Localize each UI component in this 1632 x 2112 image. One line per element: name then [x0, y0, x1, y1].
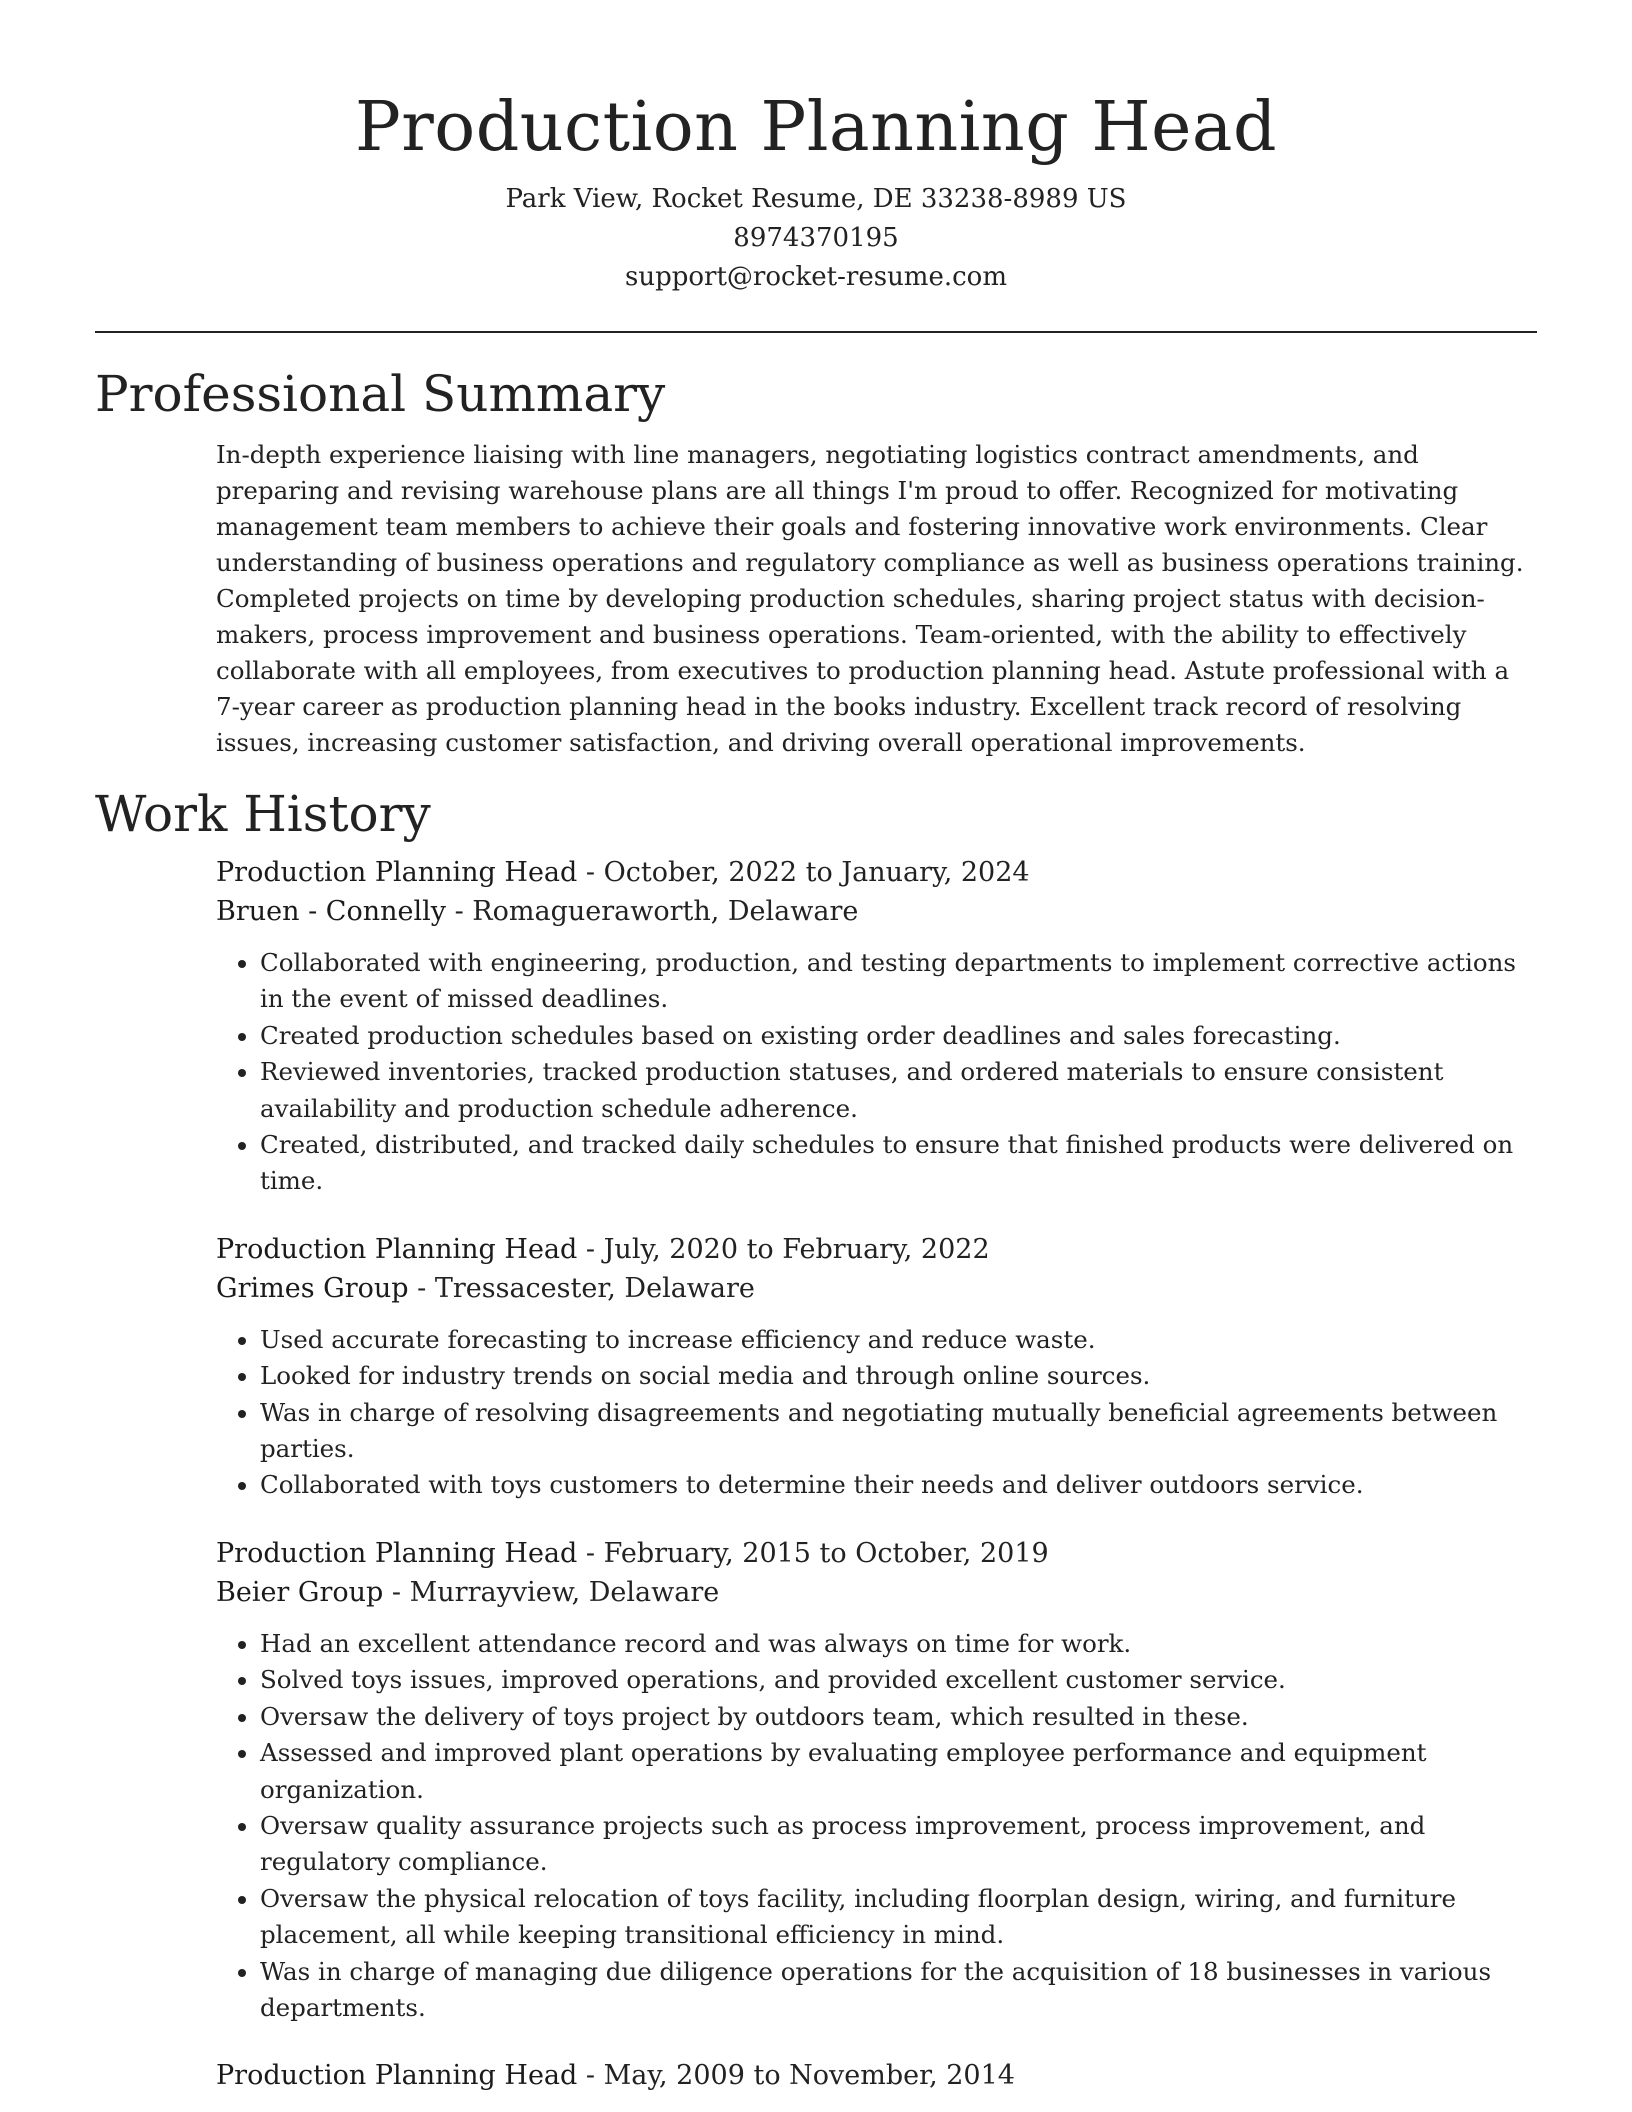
- candidate-name: Production Planning Head: [355, 88, 1277, 167]
- job-dates: October, 2022 to January, 2024: [603, 857, 1030, 888]
- job-title: Production Planning Head: [216, 857, 578, 888]
- job-title: Production Planning Head: [216, 2060, 578, 2092]
- job-dates: May, 2009 to November, 2014: [603, 2060, 1015, 2092]
- company-name: Beier Group: [216, 1576, 384, 1608]
- job-bullets: [216, 945, 1537, 1200]
- company-name: Bruen - Connelly: [216, 896, 446, 927]
- job-entry: [216, 1534, 1537, 2026]
- separator: -: [577, 1537, 604, 1569]
- job-title-line: [216, 1230, 1537, 1269]
- company-name: Grimes Group: [216, 1272, 409, 1304]
- job-location: Romagueraworth, Delaware: [472, 896, 859, 927]
- job-dates: July, 2020 to February, 2022: [603, 1233, 990, 1265]
- resume-page: [95, 0, 1537, 2095]
- job-title: Production Planning Head: [216, 1233, 578, 1265]
- separator: -: [446, 896, 473, 927]
- separator: -: [577, 1233, 604, 1265]
- separator: -: [383, 1576, 410, 1608]
- job-title-line: [216, 1534, 1537, 1573]
- email: support@rocket-resume.com: [624, 262, 1007, 292]
- separator: -: [577, 2060, 604, 2092]
- list-item: • Solved toys issues, improved operations, and provided excellent customer service.: [260, 1662, 1537, 1698]
- list-item: • Oversaw the delivery of toys project by outdoors team, which resulted in these.: [260, 1699, 1537, 1735]
- job-location: Tressacester, Delaware: [434, 1272, 755, 1304]
- job-location: Murrayview, Delaware: [409, 1576, 720, 1608]
- summary-heading: Professional Summary: [95, 365, 666, 423]
- job-title: Production Planning Head: [216, 1537, 578, 1569]
- list-item: • Collaborated with toys customers to determine their needs and deliver outdoors service.: [260, 1467, 1537, 1503]
- list-item: • Looked for industry trends on social media and through online sources.: [260, 1358, 1537, 1394]
- summary-text: In-depth experience liaising with line managers, negotiating logistics contract amendments, and preparing and revising warehouse plans are all things I'm proud to offer. Recognized for motivating management team members to achieve their goals and fostering innovative work environments. Clear understanding of business operations and regulatory compliance as well as business operations training. Completed projects on time by developing production schedules, sharing project status with decision-makers, process improvement and business operations. Team-oriented, with the ability to effectively collaborate with all employees, from executives to production planning head. Astute professional with a 7-year career as production planning head in the books industry. Excellent track record of resolving issues, increasing customer satisfaction, and driving overall operational improvements.: [216, 440, 1524, 757]
- list-item: • Had an excellent attendance record and was always on time for work.: [260, 1626, 1537, 1662]
- list-item: • Created production schedules based on existing order deadlines and sales forecasting.: [260, 1018, 1537, 1054]
- job-company-line: [216, 892, 1537, 931]
- job-entry: [216, 2056, 1537, 2095]
- list-item: • Created, distributed, and tracked daily schedules to ensure that finished products were delivered on time.: [260, 1127, 1537, 1200]
- job-title-line: [216, 853, 1537, 892]
- list-item: • Collaborated with engineering, production, and testing departments to implement corrective actions in the event of missed deadlines.: [260, 945, 1537, 1018]
- job-bullets: [216, 1626, 1537, 2026]
- work-history-heading: Work History: [95, 785, 431, 843]
- job-entry: [216, 853, 1537, 1200]
- resume-header: [95, 0, 1537, 297]
- list-item: • Assessed and improved plant operations by evaluating employee performance and equipment organization.: [260, 1735, 1537, 1808]
- job-company-line: [216, 1573, 1537, 1612]
- job-entry: [216, 1230, 1537, 1504]
- separator: -: [408, 1272, 435, 1304]
- list-item: • Was in charge of managing due diligence operations for the acquisition of 18 businesses in various departments.: [260, 1954, 1537, 2027]
- list-item: • Reviewed inventories, tracked production statuses, and ordered materials to ensure consistent availability and production schedule adherence.: [260, 1054, 1537, 1127]
- contact-block: [95, 180, 1537, 297]
- job-title-line: [216, 2056, 1537, 2095]
- summary-section: [216, 437, 1537, 761]
- phone: 8974370195: [733, 223, 899, 253]
- list-item: • Was in charge of resolving disagreements and negotiating mutually beneficial agreements between parties.: [260, 1395, 1537, 1468]
- list-item: • Used accurate forecasting to increase efficiency and reduce waste.: [260, 1322, 1537, 1358]
- address: Park View, Rocket Resume, DE 33238-8989 US: [505, 184, 1127, 214]
- job-company-line: [216, 1269, 1537, 1308]
- list-item: • Oversaw the physical relocation of toys facility, including floorplan design, wiring, and furniture placement, all while keeping transitional efficiency in mind.: [260, 1881, 1537, 1954]
- job-bullets: [216, 1322, 1537, 1504]
- header-divider: [95, 331, 1537, 333]
- job-dates: February, 2015 to October, 2019: [603, 1537, 1049, 1569]
- separator: -: [577, 857, 604, 888]
- list-item: • Oversaw quality assurance projects such as process improvement, process improvement, and regulatory compliance.: [260, 1808, 1537, 1881]
- work-history-section: [216, 853, 1537, 2095]
